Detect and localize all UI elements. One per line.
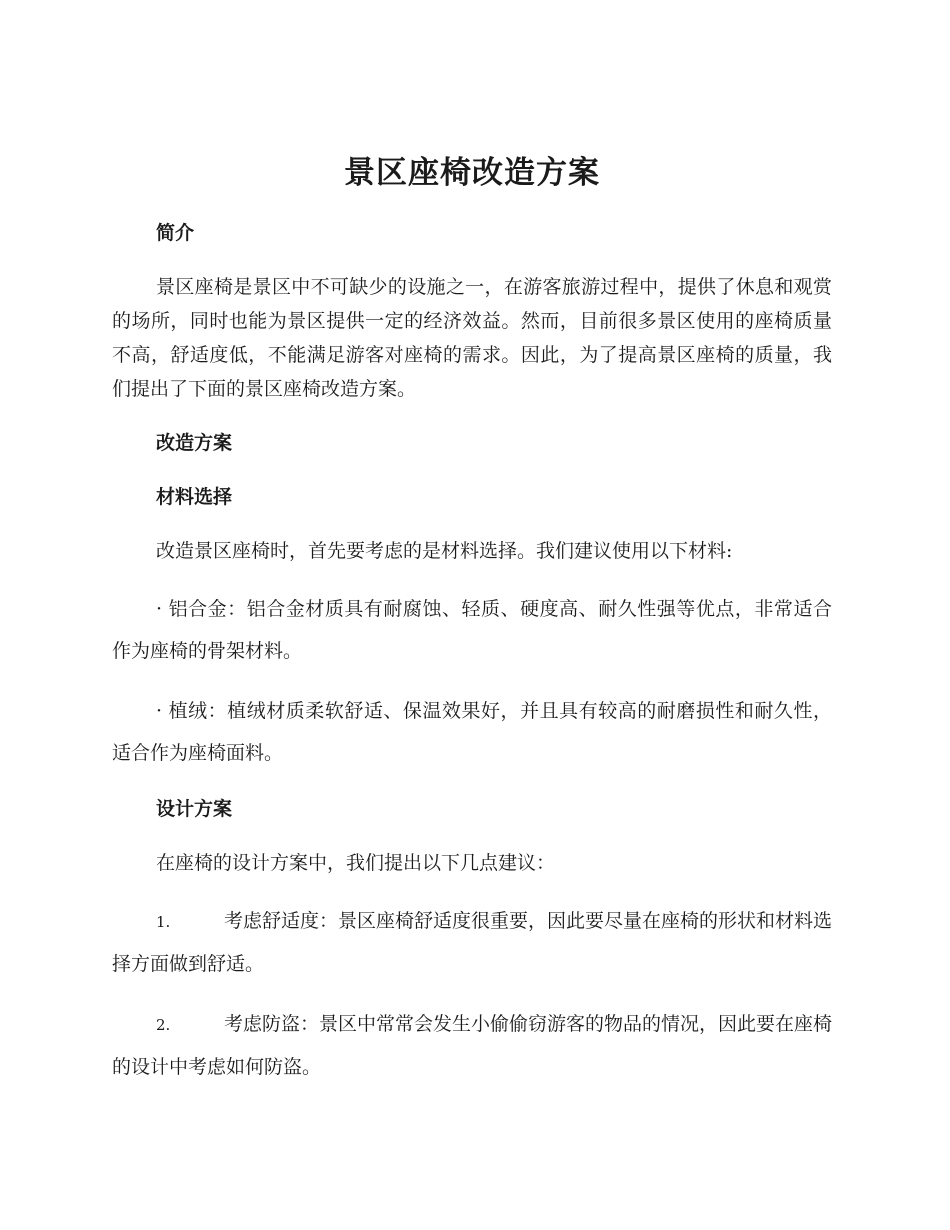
intro-paragraph: 景区座椅是景区中不可缺少的设施之一，在游客旅游过程中，提供了休息和观赏的场所，同时也能为景区提供一定的经济效益。然而，目前很多景区使用的座椅质量不高，舒适度低，不能满足游客对座椅的需求。因此，为了提高景区座椅的质量，我们提出了下面的景区座椅改造方案。: [112, 276, 832, 400]
material-bullet-aluminum: · 铝合金：铝合金材质具有耐腐蚀、轻质、硬度高、耐久性强等优点，非常适合作为座椅的骨架材料。: [112, 598, 832, 662]
section-heading-plan: 改造方案: [156, 432, 233, 454]
section-heading-material: 材料选择: [156, 486, 233, 508]
design-item-text: 考虑防盗：景区中常常会发生小偷偷窃游客的物品的情况，因此要在座椅的设计中考虑如何防盗。: [112, 1013, 833, 1078]
list-number: 1.: [156, 913, 171, 931]
design-item-text: 考虑舒适度：景区座椅舒适度很重要，因此要尽量在座椅的形状和材料选择方面做到舒适。: [112, 910, 833, 975]
list-number: 2.: [156, 1016, 171, 1034]
material-bullet-flocking: · 植绒：植绒材质柔软舒适、保温效果好，并且具有较高的耐磨损性和耐久性，适合作为座椅面料。: [112, 700, 832, 764]
document-title: 景区座椅改造方案: [344, 155, 600, 191]
design-item-antitheft: [112, 1003, 832, 1088]
design-paragraph: 在座椅的设计方案中，我们提出以下几点建议：: [156, 852, 556, 874]
design-item-comfort: [112, 900, 832, 985]
section-heading-design: 设计方案: [156, 798, 233, 820]
section-heading-intro: 简介: [156, 222, 195, 244]
material-paragraph: 改造景区座椅时，首先要考虑的是材料选择。我们建议使用以下材料:: [156, 540, 733, 562]
